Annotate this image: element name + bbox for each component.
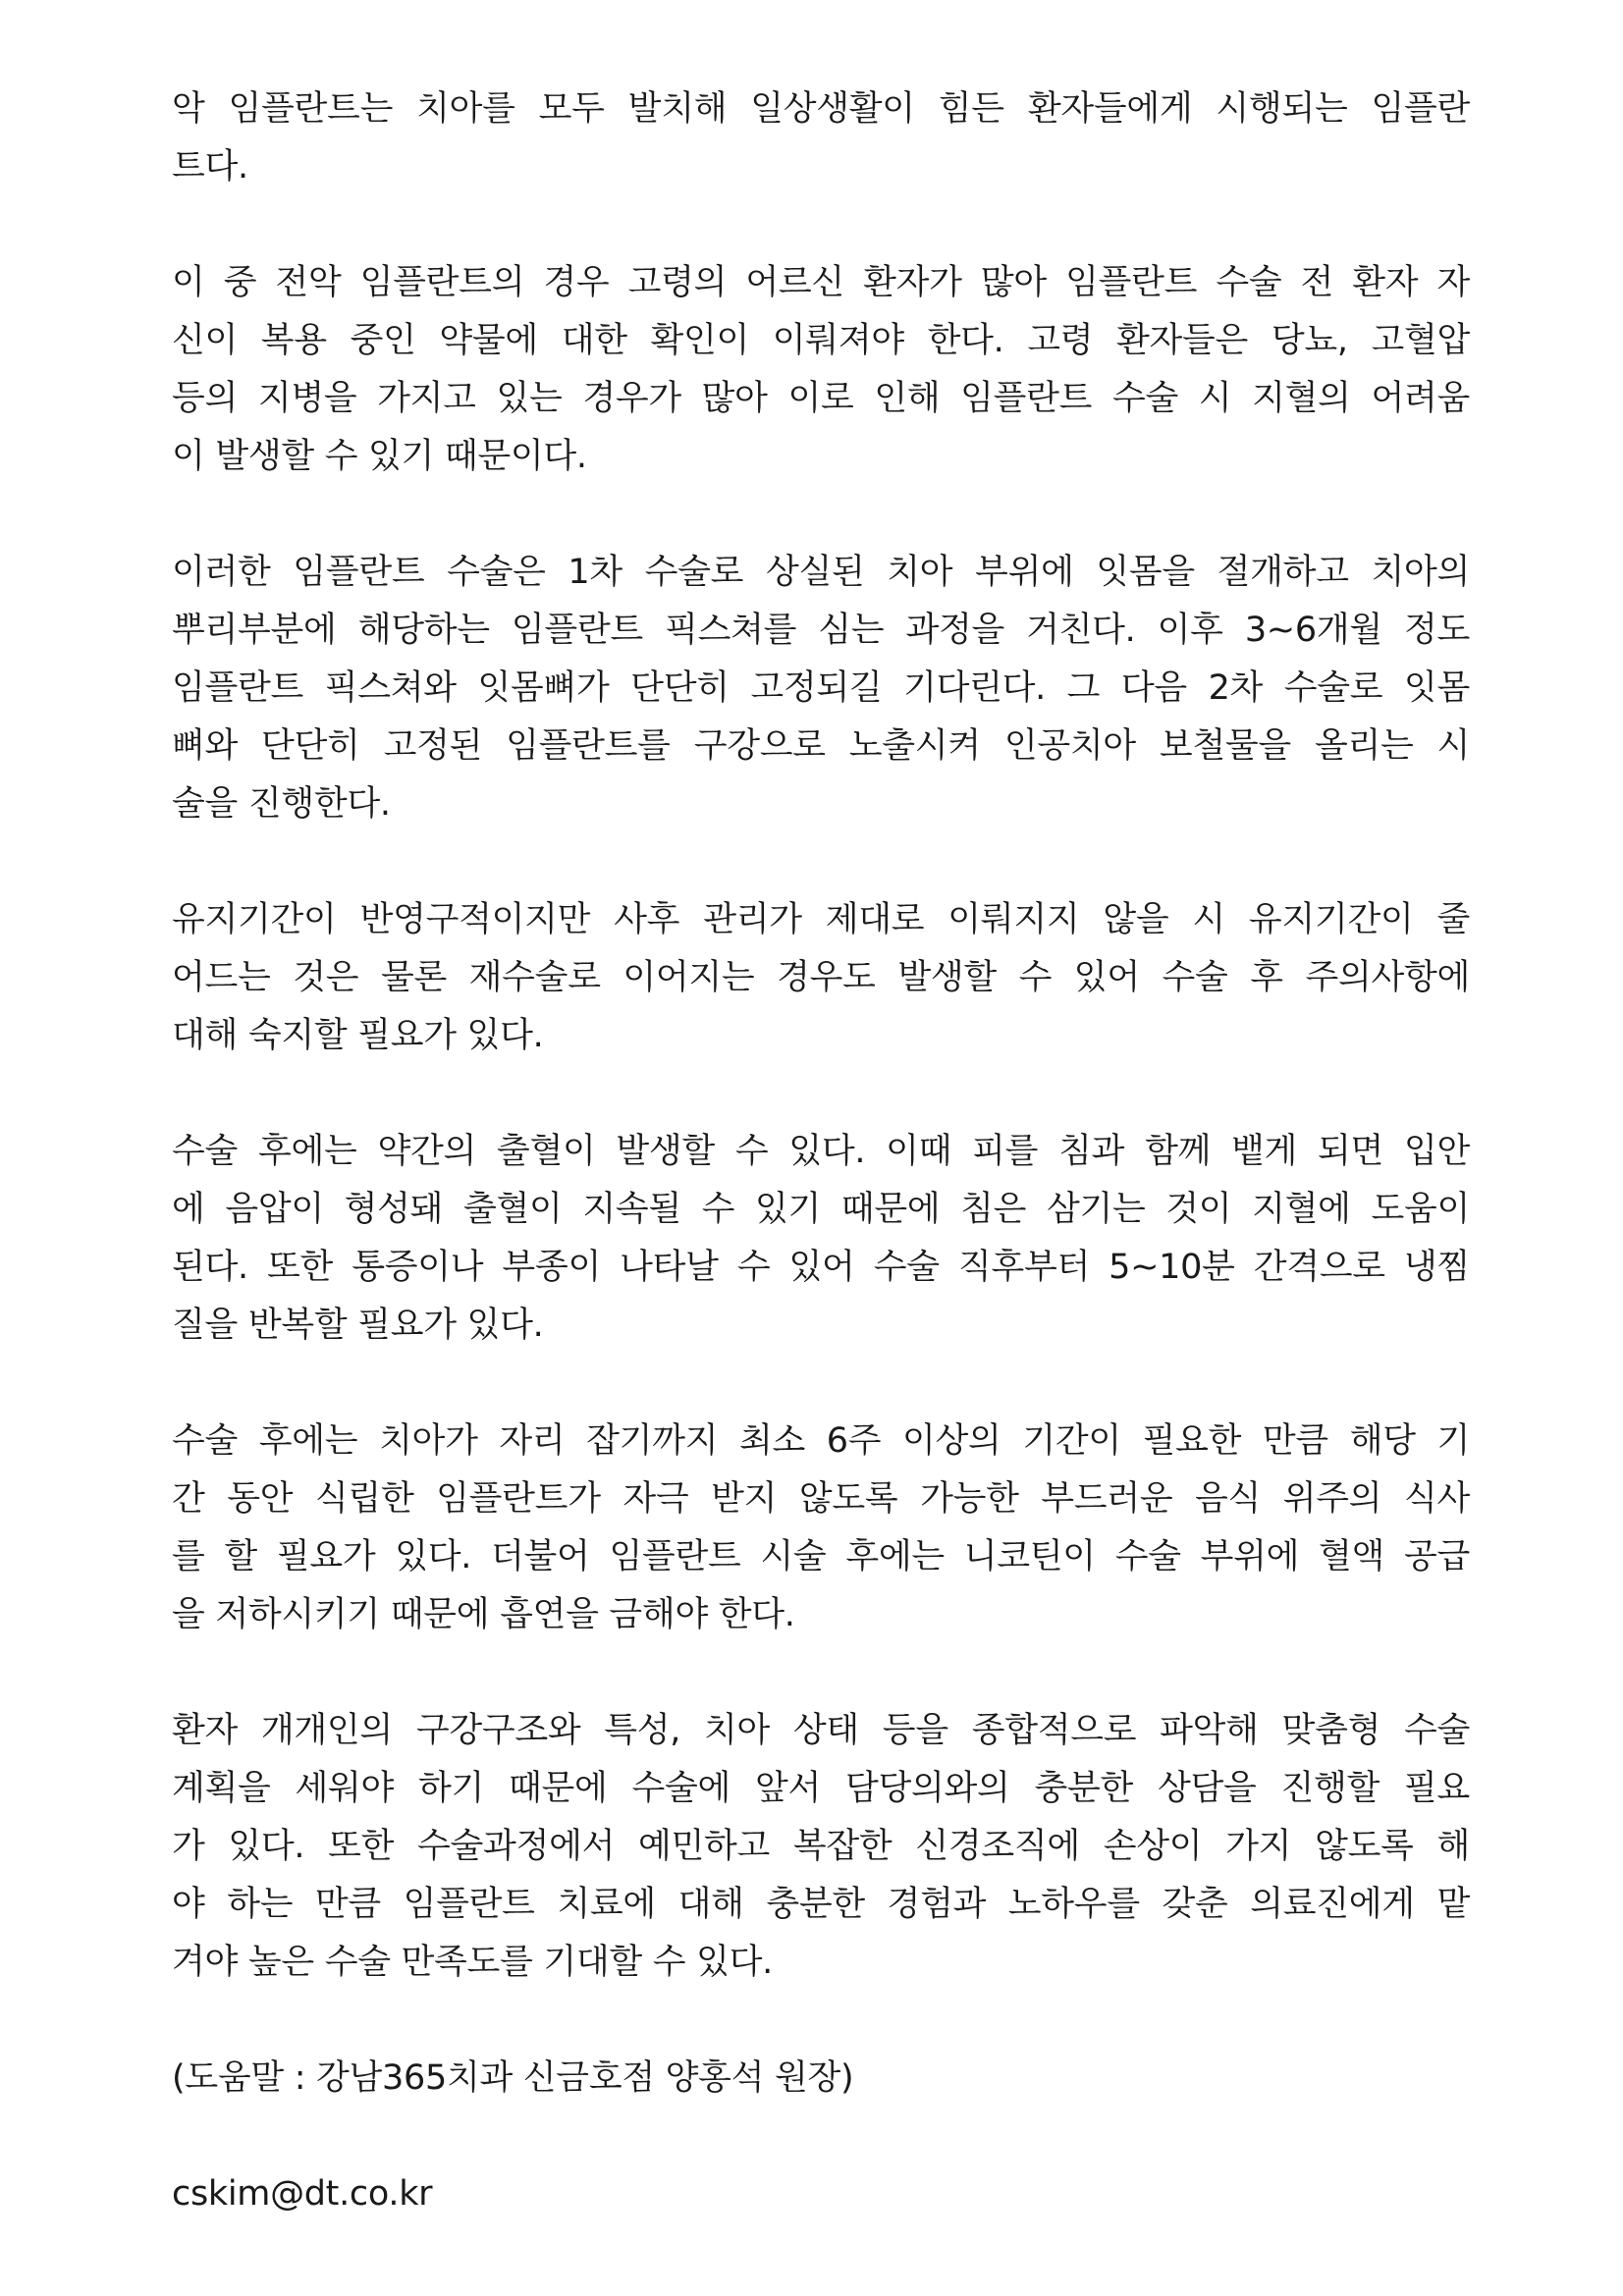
text-line: 겨야 높은 수술 만족도를 기대할 수 있다.: [172, 1943, 773, 1982]
text-line: 뼈와 단단히 고정된 임플란트를 구강으로 노출시켜 인공치아 보철물을 올리는 시: [172, 726, 1470, 766]
text-line: 수술 후에는 치아가 자리 잡기까지 최소 6주 이상의 기간이 필요한 만큼 해당 기: [172, 1421, 1470, 1461]
text-line: 계획을 세워야 하기 때문에 수술에 앞서 담당의와의 충분한 상담을 진행할 필요: [172, 1769, 1470, 1808]
text-line: 이러한 임플란트 수술은 1차 수술로 상실된 치아 부위에 잇몸을 절개하고 치아의: [172, 553, 1470, 592]
text-line: 를 할 필요가 있다. 더불어 임플란트 시술 후에는 니코틴이 수술 부위에 혈액 공급: [172, 1537, 1470, 1576]
text-line: 수술 후에는 약간의 출혈이 발생할 수 있다. 이때 피를 침과 함께 뱉게 되면 입안: [172, 1132, 1470, 1171]
text-line: 간 동안 식립한 임플란트가 자극 받지 않도록 가능한 부드러운 음식 위주의 식사: [172, 1479, 1470, 1519]
article-body: [172, 80, 1470, 2281]
text-line: 등의 지병을 가지고 있는 경우가 많아 이로 인해 임플란트 수술 시 지혈의 어려움: [172, 379, 1470, 418]
paragraph-6: [172, 1413, 1470, 1644]
paragraph-1: [172, 80, 1470, 196]
text-line: 술을 진행한다.: [172, 784, 391, 824]
text-line: 이 중 전악 임플란트의 경우 고령의 어르신 환자가 많아 임플란트 수술 전 환자 자: [172, 263, 1470, 302]
text-line: 야 하는 만큼 임플란트 치료에 대해 충분한 경험과 노하우를 갖춘 의료진에게 맡: [172, 1885, 1470, 1924]
text-line: 이 발생할 수 있기 때문이다.: [172, 437, 587, 476]
text-line: 신이 복용 중인 약물에 대한 확인이 이뤄져야 한다. 고령 환자들은 당뇨, 고혈압: [172, 321, 1470, 360]
text-line: 대해 숙지할 필요가 있다.: [172, 1016, 544, 1055]
source-credit: (도움말 : 강남365치과 신금호점 양홍석 원장): [172, 2058, 854, 2098]
text-line: 된다. 또한 통증이나 부종이 나타날 수 있어 수술 직후부터 5~10분 간격으로 냉찜: [172, 1248, 1470, 1287]
paragraph-3: [172, 544, 1470, 833]
text-line: 환자 개개인의 구강구조와 특성, 치아 상태 등을 종합적으로 파악해 맞춤형 수술: [172, 1711, 1470, 1750]
paragraph-2: [172, 254, 1470, 486]
text-line: 뿌리부분에 해당하는 임플란트 픽스쳐를 심는 과정을 거친다. 이후 3~6개월 정도: [172, 611, 1470, 650]
paragraph-4: [172, 891, 1470, 1065]
text-line: 가 있다. 또한 수술과정에서 예민하고 복잡한 신경조직에 손상이 가지 않도록 해: [172, 1827, 1470, 1866]
text-line: 임플란트 픽스쳐와 잇몸뼈가 단단히 고정되길 기다린다. 그 다음 2차 수술로 잇몸: [172, 668, 1470, 708]
text-line: 악 임플란트는 치아를 모두 발치해 일상생활이 힘든 환자들에게 시행되는 임플란: [172, 89, 1470, 129]
text-line: 질을 반복할 필요가 있다.: [172, 1306, 544, 1345]
text-line: 어드는 것은 물론 재수술로 이어지는 경우도 발생할 수 있어 수술 후 주의사항에: [172, 958, 1470, 997]
text-line: 에 음압이 형성돼 출혈이 지속될 수 있기 때문에 침은 삼기는 것이 지혈에 도움이: [172, 1190, 1470, 1229]
text-line: 유지기간이 반영구적이지만 사후 관리가 제대로 이뤄지지 않을 시 유지기간이 줄: [172, 900, 1470, 939]
text-line: 을 저하시키기 때문에 흡연을 금해야 한다.: [172, 1595, 795, 1634]
paragraph-5: [172, 1123, 1470, 1355]
text-line: 트다.: [172, 147, 248, 187]
paragraph-7: [172, 1702, 1470, 1992]
reporter-email: cskim@dt.co.kr: [172, 2174, 433, 2214]
